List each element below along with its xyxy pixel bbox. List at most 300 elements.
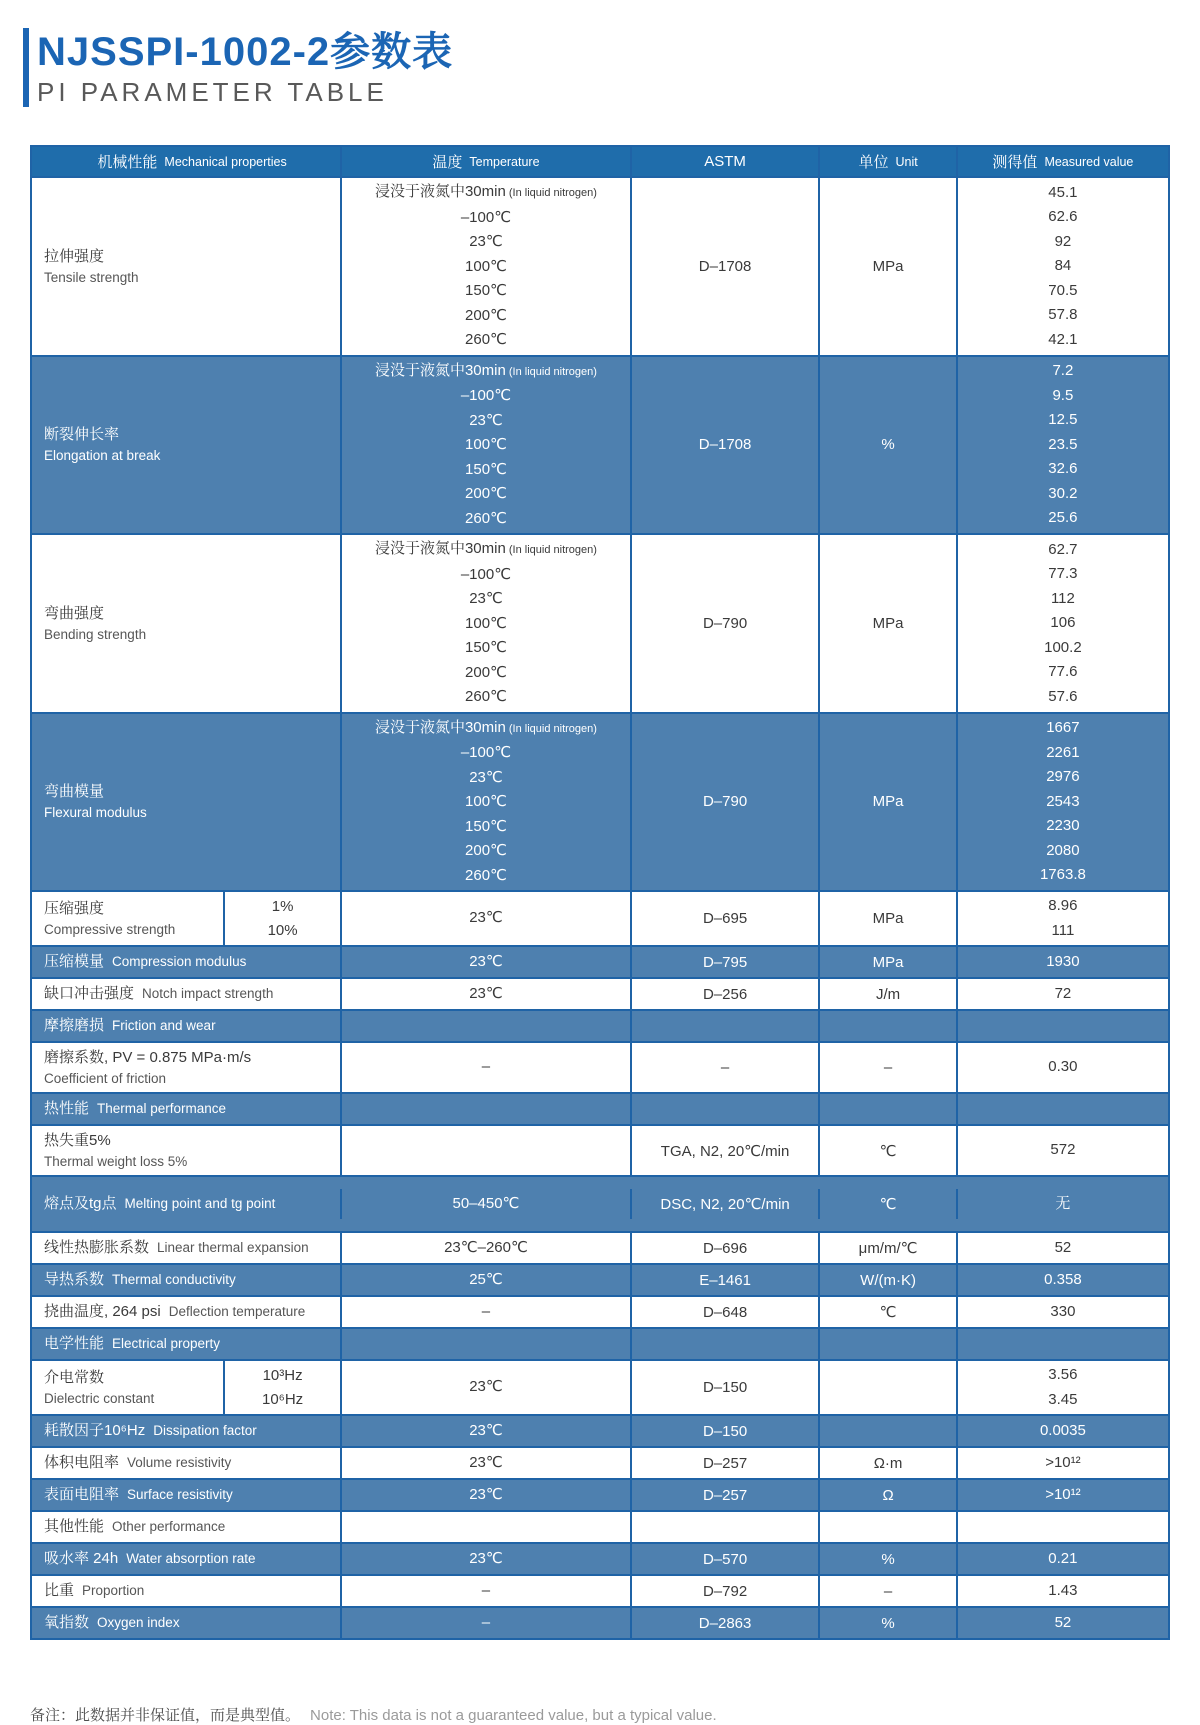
property-cell [32,1329,342,1359]
unit-cell: MPa [820,178,957,355]
title-accent-bar [23,28,29,107]
temperature-line: 23℃ [469,1549,503,1567]
unit-cell [820,1094,957,1124]
astm-cell: D–795 [632,947,821,977]
value-line: >10¹² [1045,1485,1081,1503]
temperature-cell [342,1361,632,1414]
value-line: 3.45 [1048,1390,1078,1408]
unit-cell [820,1329,957,1359]
header-measured-value [958,147,1168,176]
property-label-en: Compression modulus [112,954,247,969]
value-line: 330 [1050,1302,1076,1320]
property-cell [32,535,342,712]
value-line: 0.21 [1048,1549,1078,1567]
header-en: Temperature [469,154,540,169]
property-label-en: Thermal performance [97,1101,227,1116]
value-line: 无 [1055,1194,1071,1212]
value-cell [958,1416,1168,1446]
property-label [32,599,340,648]
header-temperature [342,147,632,176]
temperature-line: 200℃ [465,663,507,681]
value-line: 45.1 [1048,183,1078,201]
temperature-cell [342,1329,632,1359]
temperature-cell [342,1608,632,1638]
value-line: 3.56 [1048,1366,1078,1383]
table-header-row [32,147,1168,176]
property-label-cn: 电学性能 [44,1335,105,1352]
temperature-line: 23℃ [469,233,503,250]
value-line: 72 [1054,984,1072,1002]
page-title: NJSSPI-1002-2参数表 [37,30,454,74]
property-label [32,1297,340,1327]
property-cell [32,1448,342,1478]
table-row [32,1478,1168,1510]
property-label-cn: 其他性能 [44,1518,105,1535]
property-label-cn: 体积电阻率 [44,1454,120,1471]
astm-cell: D–1708 [632,178,821,355]
table-row [32,1041,1168,1092]
temperature-cell [342,1043,632,1092]
table-row [32,1295,1168,1327]
table-row [32,1263,1168,1295]
temperature-cell [342,1265,632,1295]
property-label [32,242,340,291]
astm-cell [632,1329,821,1359]
temperature-line: –100℃ [460,744,512,761]
value-line: 2976 [1046,768,1080,785]
temperature-line: 260℃ [465,866,507,884]
property-label [32,1011,340,1041]
property-label-en: Elongation at break [44,448,161,464]
temperature-cell [342,979,632,1009]
value-line: 77.6 [1048,663,1078,680]
astm-cell: D–150 [632,1361,821,1414]
unit-cell: MPa [820,714,957,891]
property-cell [32,1043,342,1092]
unit-cell: W/(m·K) [820,1265,957,1295]
value-cell [958,535,1168,712]
temperature-note: (In liquid nitrogen) [505,365,597,378]
property-label [32,1329,340,1359]
property-label-en: Water absorption rate [126,1551,256,1566]
property-cell [32,1544,342,1574]
temperature-line: – [481,1613,491,1631]
header-astm [632,147,821,176]
table-row [32,1606,1168,1638]
temperature-line [342,359,630,385]
astm-cell: TGA, N2, 20℃/min [632,1126,821,1175]
section-row [32,1009,1168,1041]
property-label-en: Dissipation factor [153,1423,257,1438]
header-cn: 温度 [432,154,463,171]
property-label-en: Electrical property [112,1336,221,1351]
property-label-en: Thermal conductivity [112,1272,236,1287]
page-header [23,28,1200,107]
property-label-cn: 导热系数 [44,1271,105,1288]
value-line: 70.5 [1048,281,1078,299]
property-label [32,1043,340,1092]
temperature-note: (In liquid nitrogen) [505,544,597,556]
value-line: 57.8 [1048,306,1078,323]
property-label-en: Melting point and tg point [124,1196,276,1211]
value-line: 52 [1054,1238,1072,1256]
value-cell [958,1576,1168,1606]
property-label-en: Thermal weight loss 5% [44,1154,188,1169]
value-line: 9.5 [1052,386,1074,404]
temperature-cell [342,892,632,945]
property-cell [32,1233,342,1263]
header-cn: 测得值 [992,154,1038,171]
property-label-cn: 压缩强度 [44,900,105,917]
property-cell [32,357,342,534]
header-en: Unit [895,154,918,169]
property-label [32,420,340,469]
property-label-cn: 压缩模量 [44,953,105,970]
property-cell [32,1094,342,1124]
temperature-note: (In liquid nitrogen) [505,722,597,735]
parameter-table [30,145,1170,1640]
value-line: 84 [1054,257,1072,274]
unit-cell [820,1011,957,1041]
table-row [32,712,1168,891]
temperature-line: 260℃ [465,509,507,527]
temperature-line: 23℃–260℃ [444,1238,528,1256]
value-line: 1930 [1046,952,1080,970]
property-label-en: Oxygen index [97,1615,180,1630]
header-unit [820,147,957,176]
astm-cell [632,1094,821,1124]
table-body [32,176,1168,1638]
value-cell [958,357,1168,534]
property-label-cn: 热性能 [44,1100,90,1117]
unit-cell: MPa [820,947,957,977]
unit-cell: J/m [820,979,957,1009]
unit-cell [820,1512,957,1542]
unit-cell: ℃ [820,1297,957,1327]
property-label-en: Bending strength [44,626,147,642]
temperature-cell [342,1126,632,1175]
temperature-line [342,180,630,206]
footnote-en: Note: This data is not a guaranteed value, but a typical value. [310,1707,717,1724]
table-row [32,945,1168,977]
temperature-cell [342,1189,632,1219]
unit-cell: MPa [820,892,957,945]
unit-cell: – [820,1043,957,1092]
property-label [32,1576,340,1606]
value-line: 12.5 [1048,411,1078,428]
astm-cell: DSC, N2, 20℃/min [632,1189,821,1219]
unit-cell: Ω [820,1480,957,1510]
property-label [32,979,340,1009]
astm-cell: D–257 [632,1480,821,1510]
property-label-cn: 氧指数 [44,1614,90,1631]
sub-conditions [223,1361,340,1414]
table-row [32,1231,1168,1263]
value-line: 62.7 [1048,540,1078,558]
unit-cell: – [820,1576,957,1606]
property-cell [32,1297,342,1327]
value-line: 112 [1050,589,1075,607]
temperature-line: 23℃ [469,984,503,1002]
temperature-cell [342,1448,632,1478]
temperature-cell [342,535,632,712]
property-cell [32,1608,342,1638]
value-line: >10¹² [1045,1453,1081,1471]
sub-condition: 10³Hz [262,1366,303,1384]
value-cell [958,979,1168,1009]
property-label-cn: 表面电阻率 [44,1486,120,1503]
temperature-cell [342,1480,632,1510]
temperature-line: 23℃ [469,1378,503,1396]
property-label-en: Tensile strength [44,269,139,285]
property-cell [32,1512,342,1542]
temperature-line: 23℃ [469,1485,503,1503]
table-row [32,1175,1168,1231]
property-label-en: Surface resistivity [127,1487,233,1502]
temperature-line: 150℃ [465,460,507,478]
temperature-line: 23℃ [469,768,503,786]
temperature-line: 150℃ [465,282,507,299]
value-cell [958,1233,1168,1263]
value-cell [958,1189,1168,1219]
property-label-en: Compressive strength [44,922,176,937]
property-label [32,1189,340,1219]
table-row [32,1542,1168,1574]
temperature-line: 23℃ [469,411,503,429]
value-cell [958,1480,1168,1510]
value-line: 0.358 [1044,1270,1082,1288]
temperature-cell [342,1576,632,1606]
value-line: 0.0035 [1039,1421,1086,1439]
sub-conditions [223,892,340,945]
astm-cell: D–2863 [632,1608,821,1638]
property-label-en: Coefficient of friction [44,1071,167,1086]
temperature-line: 23℃ [469,952,503,970]
property-label-cn: 弯曲模量 [44,783,105,801]
value-line: 2261 [1046,743,1080,761]
temperature-line: 200℃ [465,306,507,324]
property-label [32,777,340,826]
property-label-en: Dielectric constant [44,1391,155,1406]
value-cell [958,892,1168,945]
temperature-cell [342,1544,632,1574]
header-en: Mechanical properties [164,154,287,169]
value-cell [958,1512,1168,1542]
property-label [32,1363,223,1412]
value-line: 8.96 [1048,897,1078,914]
value-line: 32.6 [1048,460,1078,477]
unit-cell: % [820,357,957,534]
value-line: 1.43 [1048,1581,1078,1599]
property-label [32,1544,340,1574]
unit-cell: μm/m/℃ [820,1233,957,1263]
property-label [32,1608,340,1638]
temperature-cell [342,947,632,977]
property-label-cn: 摩擦磨损 [44,1017,105,1034]
value-line: 42.1 [1048,330,1078,348]
temperature-cell [342,714,632,891]
footnote-cn: 备注：此数据并非保证值，而是典型值。 [30,1707,301,1724]
temperature-cell [342,1297,632,1327]
astm-cell: – [632,1043,821,1092]
header-cn: 机械性能 [97,154,158,171]
sub-condition: 10% [267,921,298,939]
value-cell [958,1329,1168,1359]
value-line: 100.2 [1044,638,1082,656]
property-label-en: Friction and wear [112,1018,216,1033]
temperature-line: 100℃ [465,614,507,632]
value-line: 7.2 [1052,362,1074,379]
unit-cell: ℃ [820,1126,957,1175]
unit-cell: ℃ [820,1189,957,1219]
astm-cell [632,1512,821,1542]
property-label-cn: 缺口冲击强度 [44,985,135,1002]
property-label-en: Notch impact strength [142,986,274,1001]
property-label [32,1512,340,1542]
temperature-line: 150℃ [465,639,507,656]
astm-cell [632,1011,821,1041]
property-label [32,1480,340,1510]
value-cell [958,1011,1168,1041]
property-label-cn: 拉伸强度 [44,247,105,265]
table-row [32,1446,1168,1478]
astm-cell: D–696 [632,1233,821,1263]
temperature-line: 150℃ [465,817,507,835]
temperature-main: 浸没于液氮中30min [374,183,506,200]
property-cell [32,714,342,891]
unit-cell: % [820,1544,957,1574]
temperature-cell [342,1233,632,1263]
property-label-en: Volume resistivity [127,1455,232,1470]
temperature-main: 浸没于液氮中30min [374,361,506,379]
astm-cell: D–695 [632,892,821,945]
property-cell [32,178,342,355]
temperature-main: 浸没于液氮中30min [374,718,506,736]
value-line: 1667 [1046,719,1080,736]
value-line: 2230 [1046,817,1080,834]
property-label [32,1448,340,1478]
temperature-cell [342,1512,632,1542]
section-row [32,1092,1168,1124]
table-row [32,890,1168,945]
astm-cell: D–1708 [632,357,821,534]
table-row [32,1574,1168,1606]
astm-cell: D–790 [632,535,821,712]
header-en: Measured value [1044,154,1134,169]
property-label-cn: 线性热膨胀系数 [44,1239,150,1256]
property-label-cn: 磨擦系数, PV = 0.875 MPa·m/s [44,1049,252,1066]
property-cell [32,947,342,977]
table-row [32,1359,1168,1414]
table-row [32,176,1168,355]
temperature-line: 200℃ [465,842,507,859]
property-cell [32,892,342,945]
property-cell [32,979,342,1009]
astm-cell: D–257 [632,1448,821,1478]
unit-cell: % [820,1608,957,1638]
value-line: 572 [1050,1141,1076,1159]
temperature-line: 260℃ [465,331,507,348]
property-cell [32,1480,342,1510]
property-label-cn: 挠曲温度, 264 psi [44,1303,161,1320]
property-label-cn: 耗散因子10⁶Hz [44,1422,146,1439]
value-line: 23.5 [1048,435,1078,453]
unit-cell: Ω·m [820,1448,957,1478]
temperature-line: 100℃ [465,793,507,810]
astm-cell: D–256 [632,979,821,1009]
temperature-line [342,716,630,742]
property-label [32,1265,340,1295]
temperature-line: – [481,1581,491,1599]
property-label-en: Flexural modulus [44,805,147,821]
temperature-line: – [481,1058,491,1076]
value-line: 111 [1051,921,1075,939]
temperature-cell [342,357,632,534]
table-row [32,533,1168,712]
temperature-line: 260℃ [465,688,507,705]
astm-cell: D–790 [632,714,821,891]
temperature-line: 23℃ [469,1421,503,1439]
value-cell [958,178,1168,355]
property-label-cn: 弯曲强度 [44,604,105,622]
value-line: 52 [1054,1613,1072,1631]
temperature-cell [342,1094,632,1124]
property-label [32,1094,340,1124]
property-label [32,1233,340,1263]
table-row [32,977,1168,1009]
table-row [32,1414,1168,1446]
temperature-line: –100℃ [460,208,512,226]
page-subtitle: PI PARAMETER TABLE [37,77,388,107]
temperature-line: 100℃ [465,257,507,275]
temperature-line: 23℃ [469,1453,503,1471]
property-label-en: Linear thermal expansion [157,1240,309,1255]
temperature-line: – [481,1302,491,1320]
property-cell [32,1576,342,1606]
temperature-cell [342,1011,632,1041]
value-cell [958,1361,1168,1414]
astm-cell: D–570 [632,1544,821,1574]
value-line: 30.2 [1048,484,1078,502]
temperature-line [342,537,630,563]
property-label [32,1416,340,1446]
astm-cell: E–1461 [632,1265,821,1295]
property-label-en: Proportion [82,1583,145,1598]
value-cell [958,1265,1168,1295]
property-label-en: Other performance [112,1519,226,1534]
unit-cell [820,1416,957,1446]
value-cell [958,1544,1168,1574]
property-cell [32,1361,342,1414]
temperature-cell [342,1416,632,1446]
header-mechanical-properties [32,147,342,176]
property-cell [32,1126,342,1175]
table-row [32,1124,1168,1175]
value-line: 2080 [1046,841,1080,859]
property-label [32,894,223,943]
value-cell [958,1448,1168,1478]
property-label [32,1126,340,1175]
value-cell [958,714,1168,891]
temperature-cell [342,178,632,355]
property-label-cn: 熔点及tg点 [44,1195,117,1212]
table-row [32,355,1168,534]
property-label [32,947,340,977]
value-cell [958,1094,1168,1124]
temperature-line: 50–450℃ [452,1194,520,1212]
temperature-line: 25℃ [469,1270,503,1288]
property-cell [32,1189,342,1219]
